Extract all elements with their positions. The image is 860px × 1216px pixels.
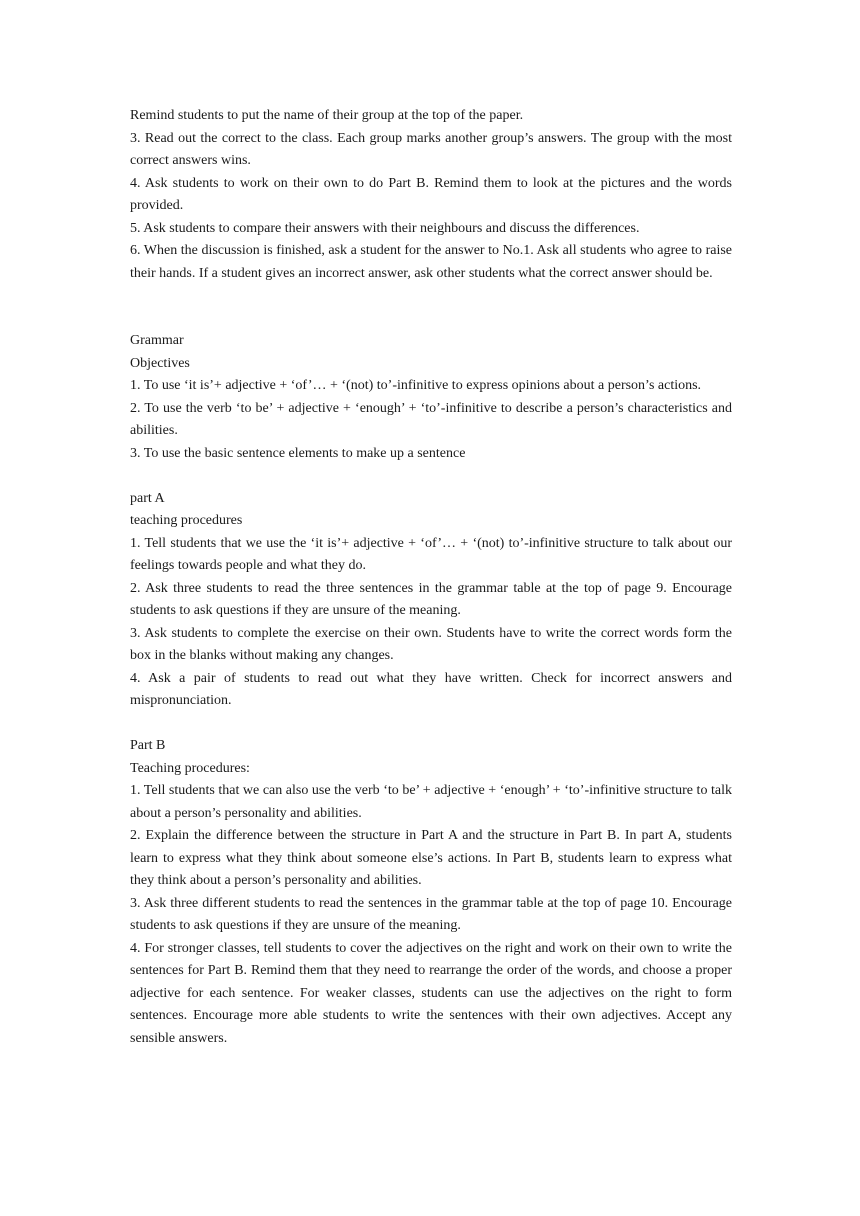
part-a-step-2: 2. Ask three students to read the three sentences in the grammar table at the top of page 9. Encourage students to ask questions if they are unsure of the meaning.: [130, 580, 732, 618]
part-b-heading: Part B: [130, 738, 166, 753]
objectives-label: Objectives: [130, 355, 190, 371]
part-b-step-3: 3. Ask three different students to read the sentences in the grammar table at the top of page 10. Encourage students to ask questions if they are unsure of the meaning.: [130, 895, 732, 933]
objective-2: 2. To use the verb ‘to be’ + adjective + ‘enough’ + ‘to’-infinitive to describe a person’s characteristics and abilities.: [130, 400, 732, 438]
part-a-subheading: teaching procedures: [130, 513, 243, 528]
part-a-step-3: 3. Ask students to complete the exercise on their own. Students have to write the correct words form the box in the blanks without making any changes.: [130, 625, 732, 663]
part-b-step-1: 1. Tell students that we can also use the verb ‘to be’ + adjective + ‘enough’ + ‘to’-infinitive structure to talk about a person’s personality and abilities.: [130, 783, 732, 821]
part-b-step-4: 4. For stronger classes, tell students to cover the adjectives on the right and work on their own to write the sentences for Part B. Remind them that they need to rearrange the order of the words, and choose a proper adjective for each sentence. For weaker classes, students can use the adjectives on the right to form sentences. Encourage more able students to write the sentences with their own adjectives. Accept any sensible answers.: [130, 940, 732, 1046]
section-spacer: [130, 465, 732, 488]
objective-3: 3. To use the basic sentence elements to make up a sentence: [130, 445, 466, 461]
part-b-step-2: 2. Explain the difference between the structure in Part A and the structure in Part B. In part A, students learn to express what they think about someone else’s actions. In Part B, students learn to express what they think about a person’s personality and abilities.: [130, 828, 732, 888]
intro-paragraph-1: Remind students to put the name of their group at the top of the paper.: [130, 108, 524, 123]
intro-paragraph-3: 4. Ask students to work on their own to do Part B. Remind them to look at the pictures and the words provided.: [130, 175, 732, 213]
part-b-subheading: Teaching procedures:: [130, 760, 250, 776]
part-a-step-1: 1. Tell students that we use the ‘it is’+ adjective + ‘of’… + ‘(not) to’-infinitive structure to talk about our feelings towards people and what they do.: [130, 535, 732, 573]
intro-paragraph-5: 6. When the discussion is finished, ask a student for the answer to No.1. Ask all students who agree to raise their hands. If a student gives an incorrect answer, ask other students what the correct answer should be.: [130, 243, 732, 281]
document-page: [130, 105, 732, 1050]
part-a-heading: part A: [130, 490, 165, 506]
objective-1: 1. To use ‘it is’+ adjective + ‘of’… + ‘(not) to’-infinitive to express opinions about a person’s actions.: [130, 378, 702, 393]
section-spacer: [130, 285, 732, 330]
intro-paragraph-2: 3. Read out the correct to the class. Each group marks another group’s answers. The group with the most correct answers wins.: [130, 130, 732, 168]
grammar-heading: Grammar: [130, 333, 184, 348]
part-a-step-4: 4. Ask a pair of students to read out what they have written. Check for incorrect answers and mispronunciation.: [130, 670, 732, 708]
section-spacer: [130, 713, 732, 736]
intro-paragraph-4: 5. Ask students to compare their answers with their neighbours and discuss the differences.: [130, 220, 640, 236]
